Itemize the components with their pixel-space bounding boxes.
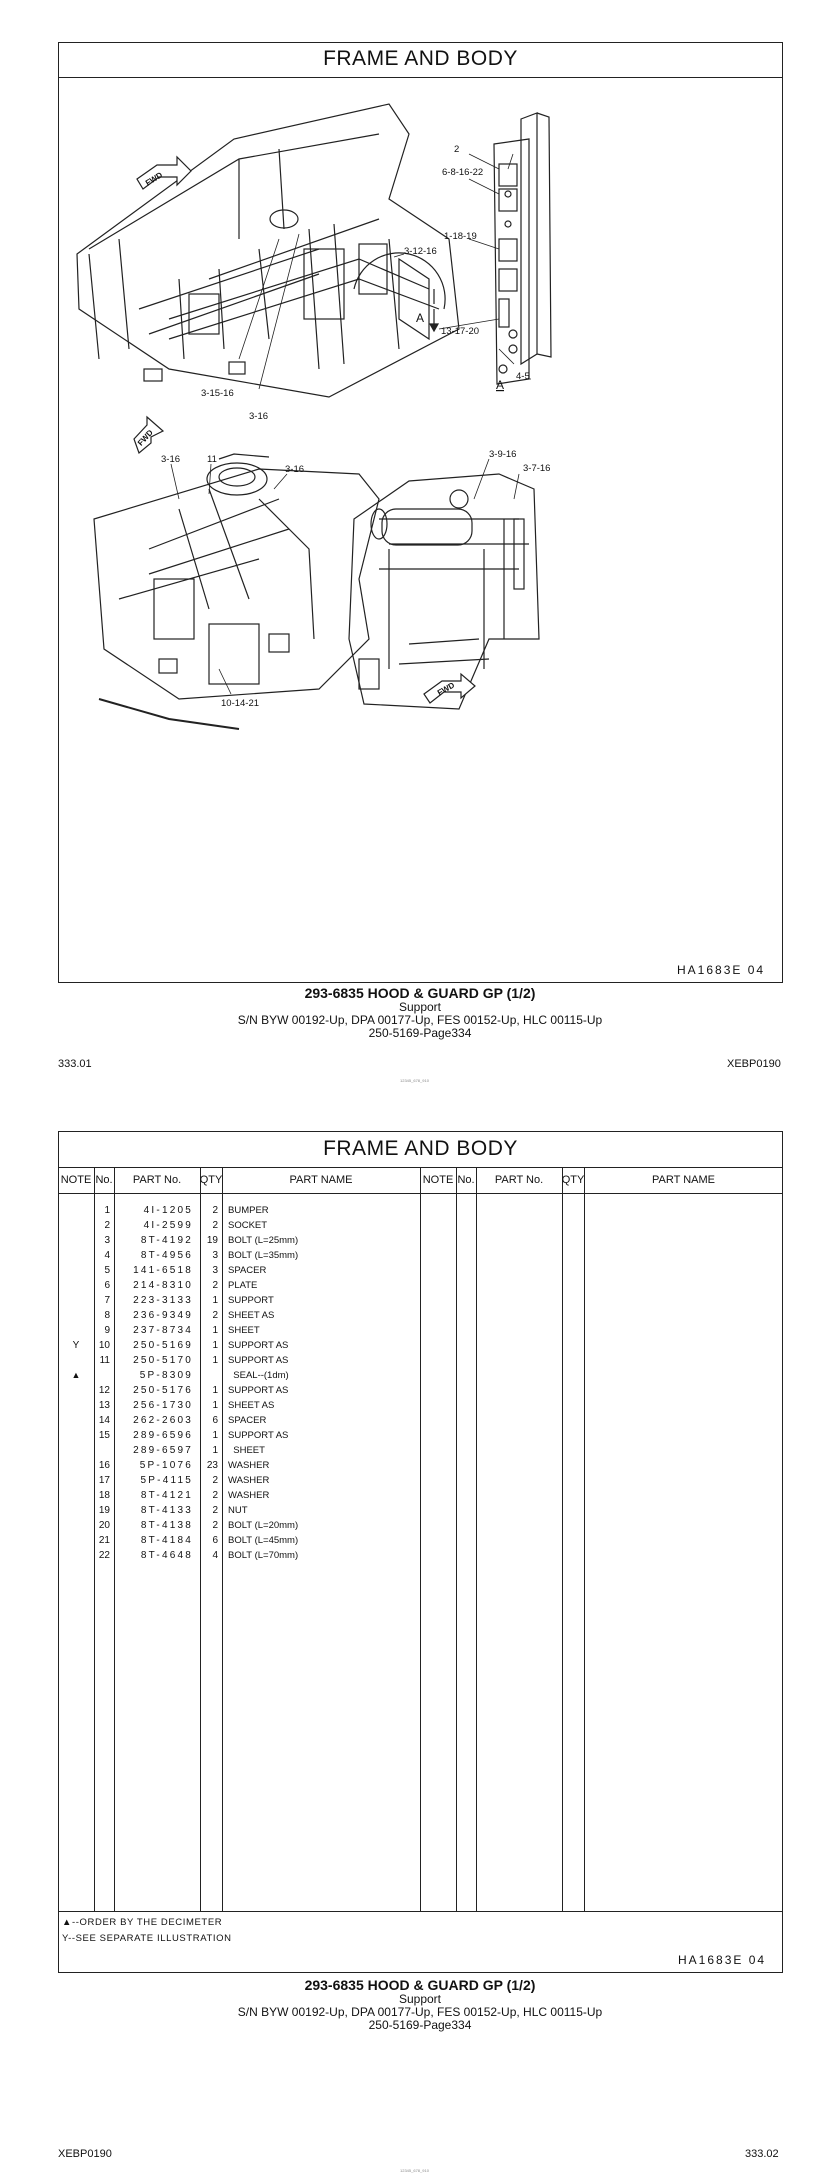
col-divider xyxy=(456,1167,457,1911)
header-no-right: No. xyxy=(457,1174,475,1186)
header-part-name-right: PART NAME xyxy=(652,1174,715,1186)
callout-3-9-16: 3-9-16 xyxy=(489,449,517,460)
table-row xyxy=(58,1398,418,1413)
table-row xyxy=(58,1413,418,1428)
decimeter-marker-row xyxy=(58,1368,418,1383)
caption-reference: 250-5169-Page334 xyxy=(368,1026,472,1040)
parts-caption-subtitle: Support xyxy=(398,1992,442,2006)
row-quantity: 1 xyxy=(212,1355,218,1366)
table-row xyxy=(58,1383,418,1398)
callout-3-16-main: 3-16 xyxy=(249,411,269,422)
row-item-number: 11 xyxy=(99,1355,110,1366)
row-item-number: 18 xyxy=(98,1490,110,1501)
row-part-name: SUPPORT AS xyxy=(228,1355,289,1366)
table-row xyxy=(58,1353,418,1368)
decimeter-marker: ▲ xyxy=(71,1370,81,1380)
table-row xyxy=(58,1233,418,1248)
row-item-number: 8 xyxy=(104,1310,110,1321)
legend-decimeter: ▲--ORDER BY THE DECIMETER xyxy=(62,1917,223,1928)
row-part-name: BOLT (L=45mm) xyxy=(228,1535,299,1546)
page-title: FRAME AND BODY xyxy=(323,47,518,70)
footer-tiny-code-2: 12345_678_910 xyxy=(400,2168,429,2173)
row-part-name: SPACER xyxy=(228,1415,267,1426)
row-item-number: 4 xyxy=(104,1250,110,1261)
row-quantity: 6 xyxy=(212,1415,218,1426)
row-part-number: 250-5170 xyxy=(133,1355,193,1366)
col-divider xyxy=(562,1167,563,1911)
table-row xyxy=(58,1248,418,1263)
row-part-number: 250-5169 xyxy=(133,1340,193,1351)
view-a-label: A xyxy=(496,378,505,392)
side-frame-drawing xyxy=(349,474,539,709)
parts-figure-code: HA1683E 04 xyxy=(678,1953,767,1967)
row-item-number: 10 xyxy=(98,1340,110,1351)
parts-table xyxy=(58,1167,783,1973)
header-no: No. xyxy=(95,1174,113,1186)
row-part-name: WASHER xyxy=(228,1490,270,1501)
row-part-name: SPACER xyxy=(228,1265,267,1276)
table-row xyxy=(58,1503,418,1518)
row-part-number: 4I-2599 xyxy=(143,1220,193,1231)
row-part-name: SHEET xyxy=(228,1445,265,1456)
callout-2: 2 xyxy=(454,144,460,155)
callout-10-14-21: 10-14-21 xyxy=(221,698,260,709)
row-part-name: SUPPORT AS xyxy=(228,1385,289,1396)
table-row xyxy=(58,1548,418,1563)
table-row xyxy=(58,1428,418,1443)
callout-3-12-16: 3-12-16 xyxy=(404,246,437,257)
row-quantity: 2 xyxy=(212,1205,218,1216)
row-part-number: 289-6597 xyxy=(133,1445,193,1456)
row-item-number: 17 xyxy=(98,1475,110,1486)
row-item-number: 3 xyxy=(104,1235,110,1246)
row-quantity: 1 xyxy=(212,1385,218,1396)
row-part-number: 236-9349 xyxy=(133,1310,193,1321)
header-note: NOTE xyxy=(60,1174,92,1186)
row-quantity: 2 xyxy=(212,1505,218,1516)
row-quantity: 1 xyxy=(212,1400,218,1411)
callout-3-15-16: 3-15-16 xyxy=(201,388,234,399)
row-part-name: SHEET AS xyxy=(228,1310,275,1321)
document-code-right: XEBP0190 xyxy=(727,1058,781,1070)
row-part-name: SUPPORT xyxy=(228,1295,274,1306)
row-part-name: PLATE xyxy=(228,1280,258,1291)
row-item-number: 14 xyxy=(98,1415,110,1426)
arrow-a-label: A xyxy=(416,311,425,325)
table-row xyxy=(58,1323,418,1338)
row-part-name: SUPPORT AS xyxy=(228,1340,289,1351)
row-part-number: 8T-4648 xyxy=(140,1550,193,1561)
callout-13-17-20: 13-17-20 xyxy=(441,326,480,337)
row-part-name: NUT xyxy=(228,1505,248,1516)
legend-separate-illustration: Y--SEE SEPARATE ILLUSTRATION xyxy=(62,1933,232,1944)
row-item-number: 9 xyxy=(104,1325,110,1336)
row-part-number: 8T-4133 xyxy=(140,1505,193,1516)
callout-1-18-19: 1-18-19 xyxy=(444,231,477,242)
col-divider xyxy=(476,1167,477,1911)
row-part-name: BOLT (L=20mm) xyxy=(228,1520,299,1531)
table-row xyxy=(58,1473,418,1488)
header-part-no: PART No. xyxy=(132,1174,182,1186)
callout-11: 11 xyxy=(207,454,217,465)
header-qty-right: QTY xyxy=(561,1174,585,1186)
row-item-number: 12 xyxy=(98,1385,110,1396)
row-quantity: 2 xyxy=(212,1520,218,1531)
row-quantity: 1 xyxy=(212,1340,218,1351)
row-part-number: 256-1730 xyxy=(133,1400,193,1411)
table-row xyxy=(58,1308,418,1323)
col-divider xyxy=(584,1167,585,1911)
document-code-left: XEBP0190 xyxy=(58,2148,112,2160)
row-part-number: 5P-8309 xyxy=(139,1370,193,1381)
callout-3-7-16: 3-7-16 xyxy=(523,463,551,474)
parts-caption-serial-numbers: S/N BYW 00192-Up, DPA 00177-Up, FES 00152-Up, HLC 00115-Up xyxy=(237,2005,603,2019)
row-item-number: 19 xyxy=(98,1505,110,1516)
callout-3-16-rear-left: 3-16 xyxy=(161,454,181,465)
row-item-number: 13 xyxy=(98,1400,110,1411)
exploded-frame-illustration xyxy=(59,79,781,979)
table-row xyxy=(58,1293,418,1308)
row-item-number: 22 xyxy=(98,1550,110,1561)
row-item-number: 20 xyxy=(98,1520,110,1531)
row-quantity: 2 xyxy=(212,1220,218,1231)
row-part-number: 8T-4138 xyxy=(140,1520,193,1531)
figure-code: HA1683E 04 xyxy=(677,963,766,977)
table-row xyxy=(58,1338,418,1353)
row-part-number: 214-8310 xyxy=(133,1280,193,1291)
row-part-number: 4I-1205 xyxy=(143,1205,193,1216)
fwd-label-main: FWD xyxy=(143,170,165,188)
row-quantity: 4 xyxy=(212,1550,218,1561)
table-row xyxy=(58,1278,418,1293)
row-quantity: 3 xyxy=(212,1265,218,1276)
table-row xyxy=(58,1443,418,1458)
caption-serial-numbers: S/N BYW 00192-Up, DPA 00177-Up, FES 00152-Up, HLC 00115-Up xyxy=(237,1013,603,1027)
parts-page-title: FRAME AND BODY xyxy=(323,1137,518,1160)
row-part-name: BOLT (L=70mm) xyxy=(228,1550,299,1561)
row-part-number: 223-3133 xyxy=(133,1295,193,1306)
table-row xyxy=(58,1203,418,1218)
row-note: Y xyxy=(72,1340,80,1351)
legend-top-rule xyxy=(58,1911,783,1912)
illustration-caption xyxy=(0,985,840,1040)
row-part-name: SHEET xyxy=(228,1325,260,1336)
header-note-right: NOTE xyxy=(422,1174,454,1186)
page-number-right: 333.02 xyxy=(745,2148,779,2160)
row-part-name: SEAL--(1dm) xyxy=(228,1370,289,1381)
col-divider xyxy=(420,1167,421,1911)
row-part-number: 289-6596 xyxy=(133,1430,193,1441)
row-quantity: 2 xyxy=(212,1475,218,1486)
row-part-number: 5P-1076 xyxy=(139,1460,193,1471)
row-quantity: 2 xyxy=(212,1280,218,1291)
row-quantity: 2 xyxy=(212,1310,218,1321)
row-part-number: 8T-4184 xyxy=(140,1535,193,1546)
footer-tiny-code: 12345_678_910 xyxy=(400,1078,429,1083)
row-quantity: 1 xyxy=(212,1295,218,1306)
row-part-name: BOLT (L=25mm) xyxy=(228,1235,299,1246)
row-part-number: 262-2603 xyxy=(133,1415,193,1426)
row-item-number: 16 xyxy=(98,1460,110,1471)
row-part-name: BUMPER xyxy=(228,1205,269,1216)
caption-group-title: 293-6835 HOOD & GUARD GP (1/2) xyxy=(304,985,536,1001)
row-part-name: WASHER xyxy=(228,1460,270,1471)
row-part-number: 141-6518 xyxy=(133,1265,193,1276)
row-quantity: 1 xyxy=(212,1430,218,1441)
row-quantity: 3 xyxy=(212,1250,218,1261)
table-row xyxy=(58,1488,418,1503)
row-quantity: 1 xyxy=(212,1445,218,1456)
table-row xyxy=(58,1218,418,1233)
rear-frame-drawing xyxy=(94,454,379,729)
row-quantity: 23 xyxy=(206,1460,218,1471)
caption-subtitle: Support xyxy=(398,1000,442,1014)
parts-caption-reference: 250-5169-Page334 xyxy=(368,2018,472,2032)
fwd-label-rear: FWD xyxy=(135,428,155,448)
table-row xyxy=(58,1518,418,1533)
row-part-number: 8T-4121 xyxy=(140,1490,193,1501)
title-divider xyxy=(59,77,782,78)
row-quantity: 2 xyxy=(212,1490,218,1501)
page-number-left: 333.01 xyxy=(58,1058,92,1070)
row-item-number: 2 xyxy=(104,1220,110,1231)
row-quantity: 1 xyxy=(212,1325,218,1336)
callout-6-8-16-22: 6-8-16-22 xyxy=(442,167,484,178)
table-row xyxy=(58,1533,418,1548)
row-part-number: 250-5176 xyxy=(133,1385,193,1396)
parts-caption xyxy=(0,1977,840,2032)
row-part-name: BOLT (L=35mm) xyxy=(228,1250,299,1261)
row-item-number: 21 xyxy=(98,1535,110,1546)
row-part-name: WASHER xyxy=(228,1475,270,1486)
row-part-name: SOCKET xyxy=(228,1220,268,1231)
row-item-number: 1 xyxy=(104,1205,110,1216)
row-part-number: 8T-4956 xyxy=(140,1250,193,1261)
callout-3-16-rear-right: 3-16 xyxy=(285,464,305,475)
row-part-number: 237-8734 xyxy=(133,1325,193,1336)
illustration-frame xyxy=(58,42,783,983)
table-row xyxy=(58,1263,418,1278)
header-qty: QTY xyxy=(199,1174,223,1186)
row-item-number: 7 xyxy=(104,1295,110,1306)
row-item-number: 15 xyxy=(98,1430,110,1441)
parts-caption-group-title: 293-6835 HOOD & GUARD GP (1/2) xyxy=(304,1977,536,1993)
row-part-name: SHEET AS xyxy=(228,1400,275,1411)
callout-4-5: 4-5 xyxy=(516,371,530,382)
fwd-label-side: FWD xyxy=(435,680,457,698)
row-part-number: 8T-4192 xyxy=(140,1235,193,1246)
row-item-number: 5 xyxy=(104,1265,110,1276)
row-part-number: 5P-4115 xyxy=(140,1475,193,1486)
header-part-name: PART NAME xyxy=(289,1174,353,1186)
row-quantity: 19 xyxy=(206,1235,218,1246)
row-part-name: SUPPORT AS xyxy=(228,1430,289,1441)
row-quantity: 6 xyxy=(212,1535,218,1546)
table-row xyxy=(58,1458,418,1473)
row-item-number: 6 xyxy=(104,1280,110,1291)
header-part-no-right: PART No. xyxy=(494,1174,544,1186)
